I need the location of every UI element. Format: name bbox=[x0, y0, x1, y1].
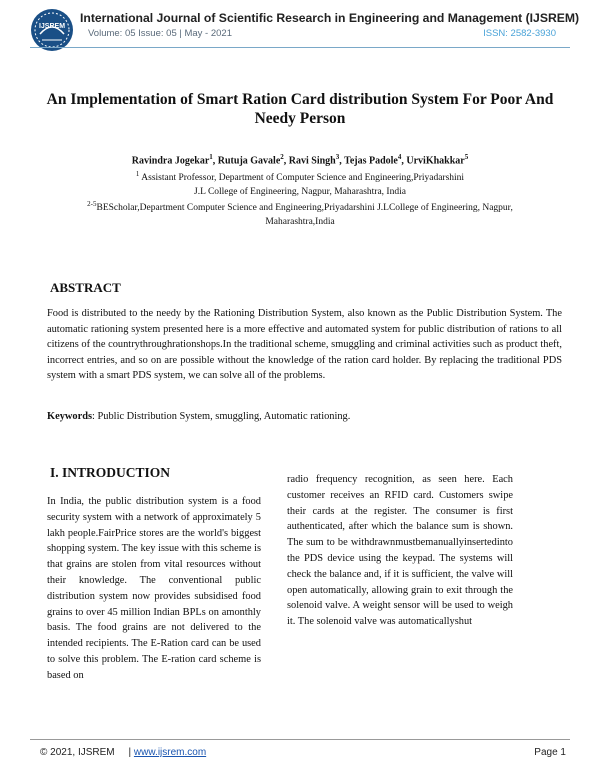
affiliation-2 bbox=[40, 197, 560, 229]
introduction-left-column: In India, the public distribution system is a food security system with a network of approximately 5 lakh people.FairPrice stores are the world's biggest shopping system. The key issue with this scheme is that grains are stolen from vital resources without their knowledge. The conventional public distribution system now provides subsidised food grains to over 45 million Indian BPLs on amonthly basis. The food grains are not delivered to the intended recipients. The E-Ration card can be used to solve this problem. The E-ration card scheme is based on bbox=[47, 496, 261, 681]
abstract-text: Food is distributed to the needy by the Rationing Distribution System, also known as the Public Distribution System. The automatic rationing system presented here is a more effective and automated system for public distribution of rations to all citizens of the countrythroughrationshops.In the traditional scheme, smuggling and criminal activities such as product theft, incorrect entries, and so on are possible without the knowledge of the ration card holder. By replacing the traditional PDS system with a smart PDS system, we can solve all of the problems. bbox=[47, 308, 562, 381]
author-name: Ravi Singh bbox=[288, 155, 336, 167]
ijsrem-logo-icon bbox=[30, 8, 74, 52]
website-link[interactable]: www.ijsrem.com bbox=[133, 747, 207, 758]
logo-text: IJSREM bbox=[38, 23, 66, 30]
affiliation-line: BEScholar,Department Computer Science and Engineering,Priyadarshini J.LCollege of Engineering, Nagpur, bbox=[96, 203, 513, 214]
author-sup: 2 bbox=[280, 153, 284, 161]
keywords bbox=[47, 411, 562, 422]
footer-left bbox=[40, 747, 206, 758]
affiliation-line: J.L College of Engineering, Nagpur, Maharashtra, India bbox=[194, 187, 406, 198]
affiliation-line: Assistant Professor, Department of Computer Science and Engineering,Priyadarshini bbox=[141, 173, 465, 184]
keywords-text: : Public Distribution System, smuggling, Automatic rationing. bbox=[92, 411, 351, 422]
affiliation-line: Maharashtra,India bbox=[265, 217, 335, 228]
author-list: Ravindra Jogekar$^1$, Rutuja Gavale$^2$, Ravi Singh$^3$, Tejas Padole$^4$, UrviKhakkar$^5$ bbox=[131, 153, 469, 167]
introduction-right-column: radio frequency recognition, as seen here. Each customer receives an RFID card. Customers swipe their cards at the register. The consumer is first authenticated, after which the balance sum is shown. The sum to be withdrawnmustbemanuallyinsertedinto the PDS device using the keypad. The systems will check the balance and, if it is sufficient, the valve will open automatically, allowing grain to exit through the solenoid valve. A weight sensor will be used to weigh it. The solenoid valve was automaticallyshut bbox=[287, 474, 513, 628]
issn: ISSN: 2582-3930 bbox=[483, 28, 556, 39]
footer-separator: | bbox=[128, 747, 132, 758]
affiliation-sup: 1 bbox=[135, 170, 140, 178]
abstract-heading: ABSTRACT bbox=[50, 280, 121, 295]
journal-name: International Journal of Scientific Research in Engineering and Management (IJSREM) bbox=[80, 11, 580, 25]
header-divider bbox=[30, 47, 570, 48]
page-number: Page 1 bbox=[534, 747, 566, 758]
author-name: Ravindra Jogekar bbox=[131, 155, 210, 167]
page-footer bbox=[30, 739, 570, 767]
footer-divider bbox=[30, 739, 570, 740]
author-sup: 3 bbox=[335, 153, 340, 161]
introduction-heading: I. INTRODUCTION bbox=[50, 465, 171, 480]
affiliation-1 bbox=[60, 167, 540, 199]
affiliation-sup: 2-5 bbox=[87, 200, 97, 208]
keywords-label: Keywords bbox=[47, 411, 93, 422]
author-name: Rutuja Gavale bbox=[217, 155, 281, 167]
author-sup: 1 bbox=[209, 153, 213, 161]
copyright: © 2021, IJSREM bbox=[40, 747, 115, 758]
author-sup: 5 bbox=[464, 153, 469, 161]
volume-issue: Volume: 05 Issue: 05 | May - 2021 bbox=[88, 28, 232, 39]
journal-header bbox=[0, 0, 600, 52]
author-name: UrviKhakkar bbox=[406, 155, 465, 167]
author-sup: 4 bbox=[397, 153, 402, 161]
author-name: Tejas Padole bbox=[344, 155, 398, 167]
paper-title: An Implementation of Smart Ration Card distribution System For Poor And Needy Person bbox=[46, 91, 554, 127]
